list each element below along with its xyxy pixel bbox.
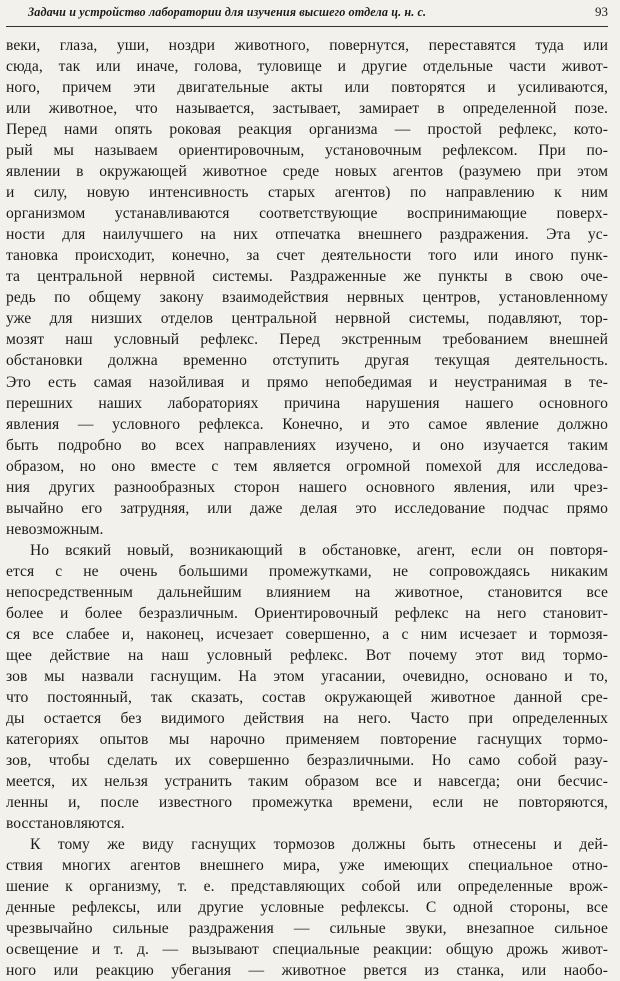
text-line: что постоянный, так сказать, состав окружающей животное данной сре- — [6, 688, 608, 706]
text-line: и силу, новую интенсивность старых агентов) по направлению к ним — [6, 184, 608, 202]
body-text — [6, 27, 608, 981]
text-line: уже для низших отделов центральной нервной системы, подавляют, тор- — [6, 310, 608, 328]
text-line: меется, их нельзя устранить таким образом все и навсегда; они бесчис- — [6, 773, 608, 791]
text-line: ности для наилучшего на них отпечатка внешнего раздражения. Эта ус- — [6, 226, 608, 244]
paragraph — [6, 834, 608, 981]
text-line: ется с не очень большими промежутками, не сопровождаясь никаким — [6, 562, 608, 580]
text-line: более и более безразличным. Ориентировочный рефлекс на него становит- — [6, 604, 608, 622]
text-line: редь по общему закону взаимодействия нервных центров, установленному — [6, 289, 608, 307]
text-line: веки, глаза, уши, ноздри животного, повернутся, переставятся туда или — [6, 37, 608, 54]
text-line: или животное, что называется, застывает, замирает в определенной позе. — [6, 100, 608, 118]
text-line: сюда, так или иначе, голова, туловище и другие отдельные части живот- — [6, 58, 608, 76]
text-line: ствия многих агентов внешнего мира, уже имеющих специальное отно- — [6, 857, 608, 875]
text-line: ного или реакцию убегания — животное рвется из станка, или наобо- — [6, 962, 608, 980]
text-line: категориях опытов мы нарочно применяем повторение гаснущих тормо- — [6, 731, 608, 749]
page-number: 93 — [595, 4, 608, 19]
text-line: Это есть самая назойливая и прямо непобедимая и неустранимая в те- — [6, 373, 608, 391]
text-line: зов, чтобы сделать их совершенно безразличными. Но само собой разу- — [6, 752, 608, 770]
text-line: вычайно его затрудняя, или даже делая это исследование подчас прямо — [6, 499, 608, 517]
text-line: ного, причем эти двигательные акты или повторятся и усиливаются, — [6, 79, 608, 97]
text-line: щее действие на наш условный рефлекс. Вот почему этот вид тормо- — [6, 646, 608, 664]
paragraph — [6, 35, 608, 540]
text-line: шение к организму, т. е. представляющих собой или определенные врож- — [6, 878, 608, 896]
text-line: обстановки должна временно отступить другая текущая деятельность. — [6, 352, 608, 370]
text-line: рый мы называем ориентировочным, установочным рефлексом. При по- — [6, 142, 608, 160]
text-line: денные рефлексы, или другие условные рефлексы. С одной стороны, все — [6, 899, 608, 917]
text-line: Перед нами опять роковая реакция организма — простой рефлекс, кото- — [6, 121, 608, 139]
text-line: перешних наших лабораториях причина нарушения нашего основного — [6, 394, 608, 412]
text-line: чрезвычайно сильные раздражения — сильные звуки, внезапное сильное — [6, 920, 608, 938]
text-line: зов мы назвали гаснущим. На этом угасании, очевидно, основано и то, — [6, 667, 608, 685]
text-line: ния других разнообразных сторон нашего основного явления, или чрез- — [6, 478, 608, 496]
text-line: К тому же виду гаснущих тормозов должны быть отнесены и дей- — [30, 836, 608, 854]
text-line: ленны и, после известного промежутка времени, если не повторяются, — [6, 794, 608, 812]
text-line: та центральной нервной системы. Раздраженные же пункты в свою оче- — [6, 268, 608, 286]
text-line: явления — условного рефлекса. Конечно, и это самое явление должно — [6, 415, 608, 433]
text-line: ся все слабее и, наконец, исчезает совершенно, а с ним исчезает и тормозя- — [6, 625, 608, 643]
text-line: невозможным. — [6, 520, 104, 538]
text-line: образом, но оно вместе с тем является огромной помехой для исследова- — [6, 457, 608, 475]
text-line: непосредственным дальнейшим влиянием на животное, становится все — [6, 583, 608, 601]
text-line: тановка происходит, конечно, за счет деятельности того или иного пунк- — [6, 247, 608, 265]
text-line: мозят наш условный рефлекс. Перед экстренным требованием внешней — [6, 331, 608, 349]
text-line: восстановляются. — [6, 815, 125, 833]
text-line: быть подробно во всех направлениях изучено, и оно изучается таким — [6, 436, 608, 454]
text-line: явлении в окружающей животное среде новых агентов (разумею при этом — [6, 163, 608, 181]
paragraph — [6, 540, 608, 834]
text-line: освещение и т. д. — вызывают специальные реакции: общую дрожь живот- — [6, 941, 608, 959]
running-head — [6, 0, 608, 27]
text-line: организмом устанавливаются соответствующие воспринимающие поверх- — [6, 205, 608, 223]
text-line: Но всякий новый, возникающий в обстановке, агент, если он повторя- — [30, 541, 608, 559]
running-title: Задачи и устройство лаборатории для изучения высшего отдела ц. н. с. — [28, 5, 427, 19]
text-line: ды остается без видимого действия на него. Часто при определенных — [6, 710, 608, 727]
